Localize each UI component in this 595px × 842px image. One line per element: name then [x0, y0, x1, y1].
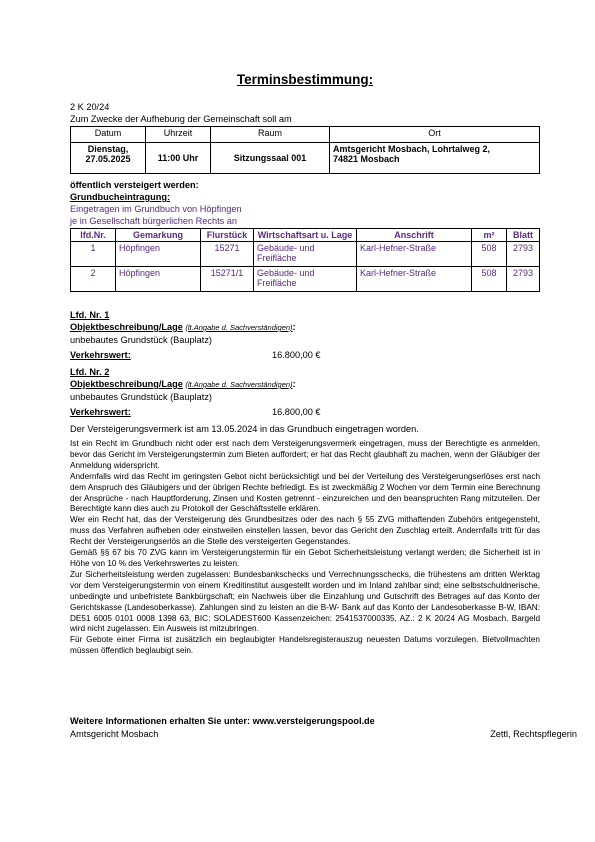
- parcels-table: [70, 228, 540, 292]
- schedule-room: Sitzungssaal 001: [211, 143, 330, 174]
- paragraph: Andernfalls wird das Recht im geringsten Gebot nicht berücksichtigt und bei der Verteilung des Versteigerungserlöses erst nach dem Anspruch des Gläubigers und der übrigen Rechte befriedigt. Es ist zweckmäßig 2 Wochen vor dem Termin eine Berechnung der Ansprüche - nach Hauptforderung, Zinsen und Kosten getrennt - einzureichen und den beanspruchten Rang mitzuteilen. Der Berechtigte kann dies auch zu Protokoll der Geschäftsstelle erklären.: [70, 471, 540, 514]
- parcel-anschrift: Karl-Hefner-Straße: [357, 242, 472, 267]
- parcels-header-blatt: Blatt: [507, 229, 540, 242]
- paragraph: Zur Sicherheitsleistung werden zugelassen: Bundesbankschecks und Verrechnungsschecks, die frühestens am dritten Werktag vor dem Versteigerungstermin von einem Kreditinstitut ausgestellt worden und im Inland zahlbar sind; eine selbstschuldnerische, unbedingte und unbefristete Bankbürgschaft; ein Nachweis über die Einzahlung und Gutschrift des Betrages auf das Konto der Gerichtskasse (Landesoberkasse). Zahlungen sind zu leisten an die B-W- Bank auf das Konto der Landesoberkasse B-W, IBAN: DE51 6005 0101 0008 1398 63, BIC: SOLADEST600 Kassenzeichen: 2541537000335, AZ.: 2 K 20/24 AG Mosbach. Bargeld wird nicht zugelassen. Ein Ausweis ist mitzubringen.: [70, 569, 540, 634]
- parcel-blatt: 2793: [507, 242, 540, 267]
- object-2-heading: Objektbeschreibung/Lage: [70, 379, 183, 389]
- schedule-time: 11:00 Uhr: [146, 143, 211, 174]
- object-2-description: unbebautes Grundstück (Bauplatz): [70, 392, 212, 402]
- object-1-description: unbebautes Grundstück (Bauplatz): [70, 335, 212, 345]
- land-register-line-1: Eingetragen im Grundbuch von Höpfingen: [70, 204, 242, 214]
- object-2-value-label: Verkehrswert:: [70, 407, 131, 417]
- parcel-gemarkung: Höpfingen: [116, 242, 201, 267]
- object-2-note: (lt.Angabe d. Sachverständigen): [185, 380, 293, 389]
- parcel-anschrift: Karl-Hefner-Straße: [357, 267, 472, 292]
- object-1-note: (lt.Angabe d. Sachverständigen): [185, 323, 293, 332]
- parcel-blatt: 2793: [507, 267, 540, 292]
- schedule-place: Amtsgericht Mosbach, Lohrtalweg 2, 74821 Mosbach: [330, 143, 540, 174]
- object-1-heading-line: Objektbeschreibung/Lage (lt.Angabe d. Sachverständigen):: [70, 322, 296, 332]
- document-title: Terminsbestimmung:: [236, 72, 374, 87]
- schedule-header-place: Ort: [330, 127, 540, 143]
- parcel-wirtschaftsart: Gebäude- und Freifläche: [254, 242, 357, 267]
- parcels-header-anschrift: Anschrift: [357, 229, 472, 242]
- object-1-heading: Objektbeschreibung/Lage: [70, 322, 183, 332]
- auction-phrase: öffentlich versteigert werden:: [70, 180, 199, 190]
- court-name: Amtsgericht Mosbach: [70, 729, 159, 739]
- object-2-value: 16.800,00 €: [272, 407, 321, 417]
- parcel-m2: 508: [472, 242, 507, 267]
- parcel-flurstueck: 15271/1: [201, 267, 254, 292]
- case-number: 2 K 20/24: [70, 102, 110, 112]
- parcel-flurstueck: 15271: [201, 242, 254, 267]
- object-1-value-label: Verkehrswert:: [70, 350, 131, 360]
- parcels-header-m2: m²: [472, 229, 507, 242]
- paragraph: Gemäß §§ 67 bis 70 ZVG kann im Versteigerungstermin für ein Gebot Sicherheitsleistung verlangt werden; die Sicherheit ist in Höhe von 10 % des Verkehrswertes zu leisten.: [70, 548, 540, 568]
- more-info: Weitere Informationen erhalten Sie unter: www.versteigerungspool.de: [70, 716, 375, 726]
- parcel-wirtschaftsart: Gebäude- und Freifläche: [254, 267, 357, 292]
- land-register-line-2: je in Gesellschaft bürgerlichen Rechts an: [70, 216, 237, 226]
- parcels-header-gemarkung: Gemarkung: [116, 229, 201, 242]
- intro-text: Zum Zwecke der Aufhebung der Gemeinschaft soll am: [70, 114, 292, 124]
- registration-note: Der Versteigerungsvermerk ist am 13.05.2024 in das Grundbuch eingetragen worden.: [70, 424, 419, 434]
- land-register-heading: Grundbucheintragung:: [70, 192, 171, 202]
- parcel-gemarkung: Höpfingen: [116, 267, 201, 292]
- parcels-header-wirtschaftsart: Wirtschaftsart u. Lage: [254, 229, 357, 242]
- table-row: [71, 242, 540, 267]
- object-1-number: Lfd. Nr. 1: [70, 310, 110, 320]
- schedule-table: [70, 126, 540, 174]
- schedule-header-time: Uhrzeit: [146, 127, 211, 143]
- parcels-header-flurstueck: Flurstück: [201, 229, 254, 242]
- parcels-header-nr: lfd.Nr.: [71, 229, 116, 242]
- parcel-nr: 1: [71, 242, 116, 267]
- schedule-header-room: Raum: [211, 127, 330, 143]
- object-1-value: 16.800,00 €: [272, 350, 321, 360]
- legal-notice-text: [70, 439, 540, 657]
- table-row: [71, 267, 540, 292]
- schedule-date: Dienstag, 27.05.2025: [71, 143, 146, 174]
- object-2-heading-line: Objektbeschreibung/Lage (lt.Angabe d. Sachverständigen):: [70, 379, 296, 389]
- paragraph: Wer ein Recht hat, das der Versteigerung des Grundbesitzes oder des nach § 55 ZVG mithaftenden Zubehörs entgegensteht, muss das Verfahren aufheben oder einstweilen einstellen lassen, bevor das Gericht den Zuschlag erteilt. Andernfalls tritt für das Recht der Versteigerungserlös an die Stelle des versteigerten Gegenstandes.: [70, 515, 540, 547]
- schedule-header-date: Datum: [71, 127, 146, 143]
- parcel-nr: 2: [71, 267, 116, 292]
- signatory: Zettl, Rechtspflegerin: [490, 729, 577, 739]
- paragraph: Ist ein Recht im Grundbuch nicht oder erst nach dem Versteigerungsvermerk eingetragen, muss der Berechtigte es anmelden, bevor das Gericht im Versteigerungstermin zum Bieten auffordert; er hat das Recht glaubhaft zu machen, wenn der Gläubiger der Anmeldung widerspricht.: [70, 439, 540, 470]
- paragraph: Für Gebote einer Firma ist zusätzlich ein beglaubigter Handelsregisterauszug neuesten Datums vorzulegen. Bietvollmachten müssen öffentlich beglaubigt sein.: [70, 635, 540, 656]
- object-2-number: Lfd. Nr. 2: [70, 367, 110, 377]
- parcel-m2: 508: [472, 267, 507, 292]
